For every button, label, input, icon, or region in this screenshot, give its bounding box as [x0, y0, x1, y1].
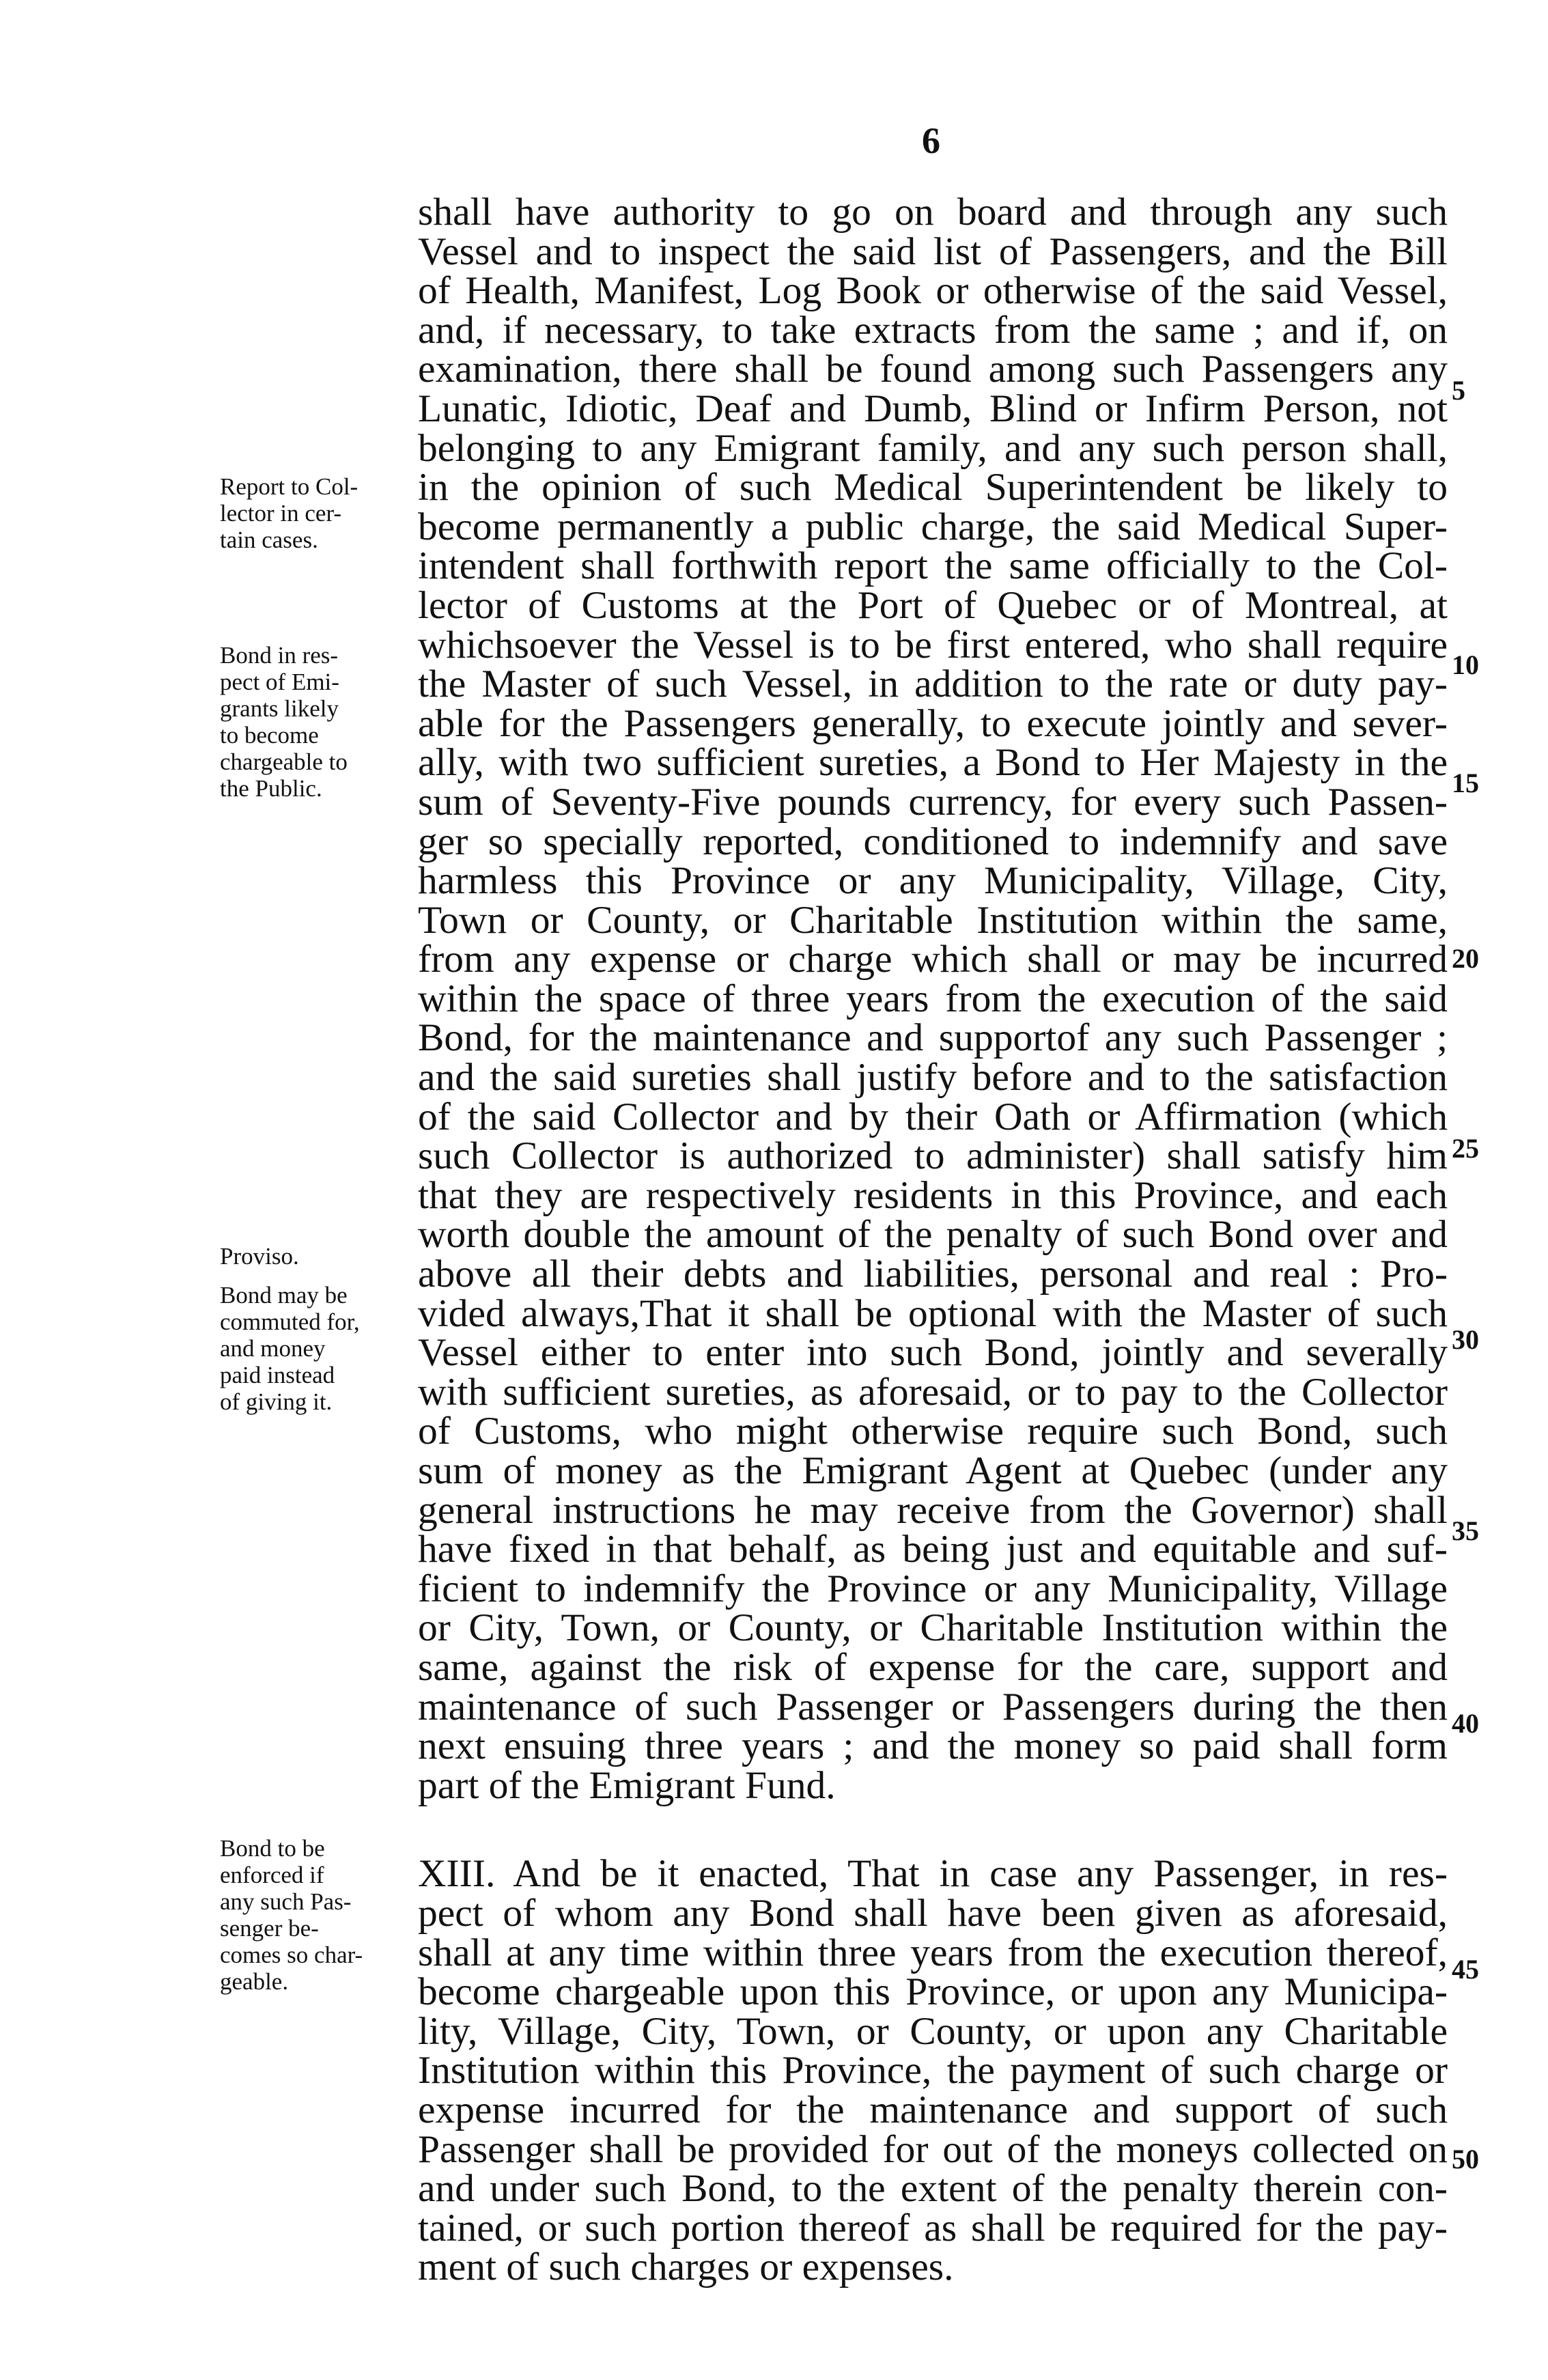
body-line: Town or County, or Charitable Institution within the same,: [418, 898, 1448, 942]
line-number: 15: [1452, 768, 1479, 798]
body-line: belonging to any Emigrant family, and any such person shall,: [418, 426, 1448, 470]
line-number: 45: [1452, 1954, 1479, 1985]
margin-note-report-to-collector: [220, 473, 404, 553]
body-line: and under such Bond, to the extent of the penalty therein con-: [418, 2167, 1448, 2211]
line-number: 50: [1452, 2144, 1479, 2174]
margin-note-line: to become: [220, 722, 319, 748]
margin-note-line: Bond in res-: [220, 642, 339, 669]
margin-note-line: pect of Emi-: [220, 669, 339, 695]
margin-note-line: enforced if: [220, 1862, 324, 1888]
body-line: in the opinion of such Medical Superintendent be likely to: [418, 466, 1448, 509]
body-line: have fixed in that behalf, as being just and equitable and suf-: [418, 1528, 1448, 1571]
body-line: with sufficient sureties, as aforesaid, or to pay to the Collector: [418, 1370, 1448, 1414]
margin-note-line: of giving it.: [220, 1388, 333, 1415]
line-number: 20: [1452, 943, 1479, 974]
body-line: such Collector is authorized to administer) shall satisfy him: [418, 1134, 1448, 1178]
body-line: become chargeable upon this Province, or upon any Municipa-: [418, 1970, 1448, 2014]
body-line: of Customs, who might otherwise require such Bond, such: [418, 1410, 1448, 1453]
body-line: ally, with two sufficient sureties, a Bond to Her Majesty in the: [418, 741, 1448, 785]
body-line: Passenger shall be provided for out of the moneys collected on: [418, 2127, 1448, 2171]
body-line: from any expense or charge which shall or may be incurred: [418, 938, 1448, 981]
body-line: intendent shall forthwith report the same officially to the Col-: [418, 544, 1448, 588]
margin-note-line: comes so char-: [220, 1942, 363, 1968]
margin-note-bond-emigrants: [220, 642, 404, 802]
line-number: 40: [1452, 1708, 1479, 1739]
body-line: of the said Collector and by their Oath or Affirmation (which: [418, 1095, 1448, 1138]
margin-note-proviso: [220, 1243, 404, 1270]
body-line: become permanently a public charge, the said Medical Super-: [418, 505, 1448, 548]
margin-note-line: Report to Col-: [220, 473, 358, 500]
margin-note-bond-commuted: [220, 1282, 404, 1415]
margin-note-line: Proviso.: [220, 1243, 299, 1270]
section-xiii-first-line: XIII. And be it enacted, That in case any Passenger, in res-: [418, 1852, 1448, 1896]
body-line: or City, Town, or County, or Charitable Institution within the: [418, 1606, 1448, 1650]
body-line: pect of whom any Bond shall have been given as aforesaid,: [418, 1891, 1448, 1935]
line-number: 30: [1452, 1324, 1479, 1355]
margin-note-line: Bond to be: [220, 1835, 325, 1862]
body-line: examination, there shall be found among such Passengers any: [418, 348, 1448, 391]
margin-note-line: lector in cer-: [220, 500, 342, 527]
body-text: [418, 193, 1448, 2287]
body-line: lector of Customs at the Port of Quebec or of Montreal, at: [418, 583, 1448, 627]
body-line: maintenance of such Passenger or Passengers during the then: [418, 1685, 1448, 1728]
margin-note-line: commuted for,: [220, 1308, 360, 1335]
margin-note-line: grants likely: [220, 695, 339, 722]
body-line: worth double the amount of the penalty of such Bond over and: [418, 1213, 1448, 1257]
body-line: and, if necessary, to take extracts from the same ; and if, on: [418, 308, 1448, 352]
body-line: tained, or such portion thereof as shall be required for the pay-: [418, 2206, 1448, 2250]
body-line: and the said sureties shall justify before and to the satisfaction: [418, 1056, 1448, 1100]
body-line: vided always,That it shall be optional with the Master of such: [418, 1291, 1448, 1335]
body-line: the Master of such Vessel, in addition to the rate or duty pay-: [418, 662, 1448, 706]
body-line: whichsoever the Vessel is to be first entered, who shall require: [418, 623, 1448, 667]
body-line: Lunatic, Idiotic, Deaf and Dumb, Blind or Infirm Person, not: [418, 387, 1448, 430]
body-line: above all their debts and liabilities, personal and real : Pro-: [418, 1252, 1448, 1296]
body-line: Vessel either to enter into such Bond, jointly and severally: [418, 1331, 1448, 1375]
body-line: sum of Seventy-Five pounds currency, for every such Passen-: [418, 780, 1448, 824]
body-line: harmless this Province or any Municipality, Village, City,: [418, 859, 1448, 903]
margin-note-line: senger be-: [220, 1915, 319, 1942]
body-line: Vessel and to inspect the said list of Passengers, and the Bill: [418, 229, 1448, 273]
body-line: shall have authority to go on board and through any such: [418, 191, 1448, 234]
margin-note-line: and money: [220, 1335, 326, 1362]
margin-note-line: paid instead: [220, 1362, 335, 1388]
margin-note-line: any such Pas-: [220, 1888, 352, 1915]
body-line: of Health, Manifest, Log Book or otherwise of the said Vessel,: [418, 269, 1448, 313]
line-number: 5: [1452, 375, 1465, 406]
body-line: ment of such charges or expenses.: [418, 2245, 954, 2289]
margin-note-line: chargeable to: [220, 748, 348, 775]
margin-note-line: geable.: [220, 1968, 289, 1995]
body-line: next ensuing three years ; and the money so paid shall form: [418, 1724, 1448, 1768]
body-line: general instructions he may receive from the Governor) shall: [418, 1488, 1448, 1532]
page-number: 6: [922, 120, 940, 161]
body-line: that they are respectively residents in this Province, and each: [418, 1173, 1448, 1217]
body-line: Bond, for the maintenance and supportof any such Passenger ;: [418, 1016, 1448, 1060]
line-number: 10: [1452, 649, 1479, 680]
body-line: ficient to indemnify the Province or any Municipality, Village: [418, 1567, 1448, 1610]
margin-note-line: Bond may be: [220, 1282, 348, 1308]
line-number: 35: [1452, 1515, 1479, 1546]
body-line: shall at any time within three years from the execution thereof,: [418, 1931, 1448, 1974]
body-line: within the space of three years from the execution of the said: [418, 977, 1448, 1020]
body-line: sum of money as the Emigrant Agent at Quebec (under any: [418, 1449, 1448, 1492]
body-line: part of the Emigrant Fund.: [418, 1763, 836, 1807]
body-line: expense incurred for the maintenance and support of such: [418, 2088, 1448, 2131]
margin-note-line: the Public.: [220, 775, 322, 802]
body-line: lity, Village, City, Town, or County, or upon any Charitable: [418, 2009, 1448, 2053]
body-line: same, against the risk of expense for the care, support and: [418, 1645, 1448, 1689]
body-line: Institution within this Province, the payment of such charge or: [418, 2049, 1448, 2092]
body-line: able for the Passengers generally, to execute jointly and sever-: [418, 701, 1448, 745]
body-line: ger so specially reported, conditioned to indemnify and save: [418, 820, 1448, 863]
margin-note-line: tain cases.: [220, 527, 318, 553]
line-number: 25: [1452, 1133, 1479, 1164]
margin-note-bond-enforced: [220, 1835, 404, 1995]
